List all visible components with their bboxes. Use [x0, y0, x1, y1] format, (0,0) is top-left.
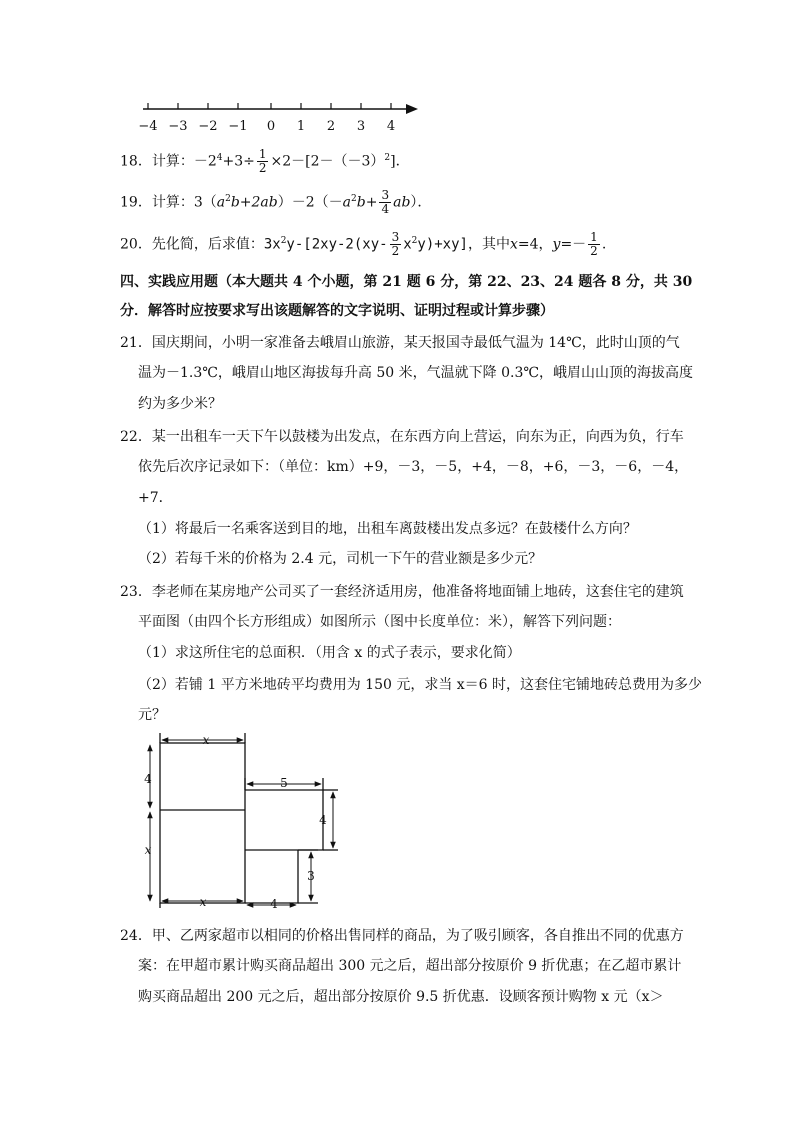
dim-label: x [144, 843, 152, 857]
floor-plan-diagram [138, 730, 358, 910]
dim-label: 4 [144, 772, 152, 786]
question-23-sub: （1）求这所住宅的总面积．（用含 x 的式子表示，要求化简） [138, 645, 521, 661]
fraction: $\frac{3}{2}$ [391, 230, 400, 259]
tick-label: 1 [296, 119, 306, 134]
tick-label: 0 [266, 119, 276, 134]
dim-label: 3 [307, 869, 315, 883]
fraction: $\frac{1}{2}$ [258, 147, 267, 176]
dim-label: 4 [270, 897, 278, 910]
tick-label: 3 [356, 119, 366, 134]
question-22-sub: （1）将最后一名乘客送到目的地，出租车离鼓楼出发点多远？在鼓楼什么方向？ [138, 521, 637, 537]
tick-label: −2 [198, 119, 218, 134]
dim-label: 4 [319, 813, 327, 827]
question-24-text: 购买商品超出 200 元之后，超出部分按原价 9.5 折优惠．设顾客预计购物 x 元（x＞ [138, 989, 664, 1005]
question-22-sub: （2）若每千米的价格为 2.4 元，司机一下午的营业额是多少元？ [138, 551, 543, 567]
question-22-text: 22．某一出租车一天下午以鼓楼为出发点，在东西方向上营运，向东为正，向西为负，行车 [120, 429, 684, 445]
question-22-text: 依先后次序记录如下：（单位：km）+9，－3，－5，+4，－8，+6，－3，－6，－4， [138, 459, 689, 475]
question-23-sub: （2）若铺 1 平方米地砖平均费用为 150 元，求当 x＝6 时，这套住宅铺地砖总费用为多少 [138, 677, 703, 693]
tick-label: 4 [386, 119, 396, 134]
question-23-text: 23．李老师在某房地产公司买了一套经济适用房，他准备将地面铺上地砖，这套住宅的建筑 [120, 584, 684, 600]
tick-label: −3 [168, 119, 188, 134]
section-heading: 分．解答时应按要求写出该题解答的文字说明、证明过程或计算步骤） [120, 303, 554, 319]
question-21-text: 温为－1.3℃，峨眉山地区海拔每升高 50 米，气温就下降 0.3℃，峨眉山山顶的海拔高度 [138, 365, 694, 381]
dim-label: x [202, 733, 210, 747]
fraction: $\frac{1}{2}$ [590, 230, 598, 259]
question-23-sub: 元？ [138, 707, 166, 723]
tick-label: 2 [326, 119, 336, 134]
question-22-text: +7． [138, 490, 173, 506]
fraction: $\frac{3}{4}$ [381, 188, 390, 217]
question-24-text: 案：在甲超市累计购买商品超出 300 元之后，超出部分按原价 9 折优惠；在乙超市累计 [138, 958, 682, 974]
question-19: 19．计算：$3(a^2b+2ab)-2(-a^2b+$ $\frac{3}{4}$ ab）． [120, 188, 432, 217]
dim-label: 5 [280, 776, 288, 790]
dim-label: x [199, 895, 207, 909]
tick-label: −4 [138, 119, 158, 134]
question-18: 18．计算：$-2^4+3\div$ $\frac{1}{2}$ $\times 2-[2-(-3)^2]$． [120, 147, 410, 176]
question-23-text: 平面图（由四个长方形组成）如图所示（图中长度单位：米），解答下列问题： [138, 614, 621, 630]
question-21-text: 约为多少米？ [138, 396, 222, 412]
question-20: 20．先化简，后求值：$3x^2y-[2xy-2(xy-$ $\frac{3}{2}$ $x^2y)+xy$]，其中x=4，y=－ $\frac{1}{2}$ . [120, 230, 607, 259]
tick-label: −1 [228, 119, 248, 134]
number-line [135, 95, 425, 140]
section-heading: 四、实践应用题（本大题共 4 个小题，第 21 题 6 分，第 22、23、24 题各 8 分，共 30 [120, 274, 693, 290]
question-24-text: 24．甲、乙两家超市以相同的价格出售同样的商品，为了吸引顾客，各自推出不同的优惠方 [120, 928, 684, 944]
question-21-text: 21．国庆期间，小明一家准备去峨眉山旅游，某天报国寺最低气温为 14℃，此时山顶的气 [120, 335, 680, 351]
